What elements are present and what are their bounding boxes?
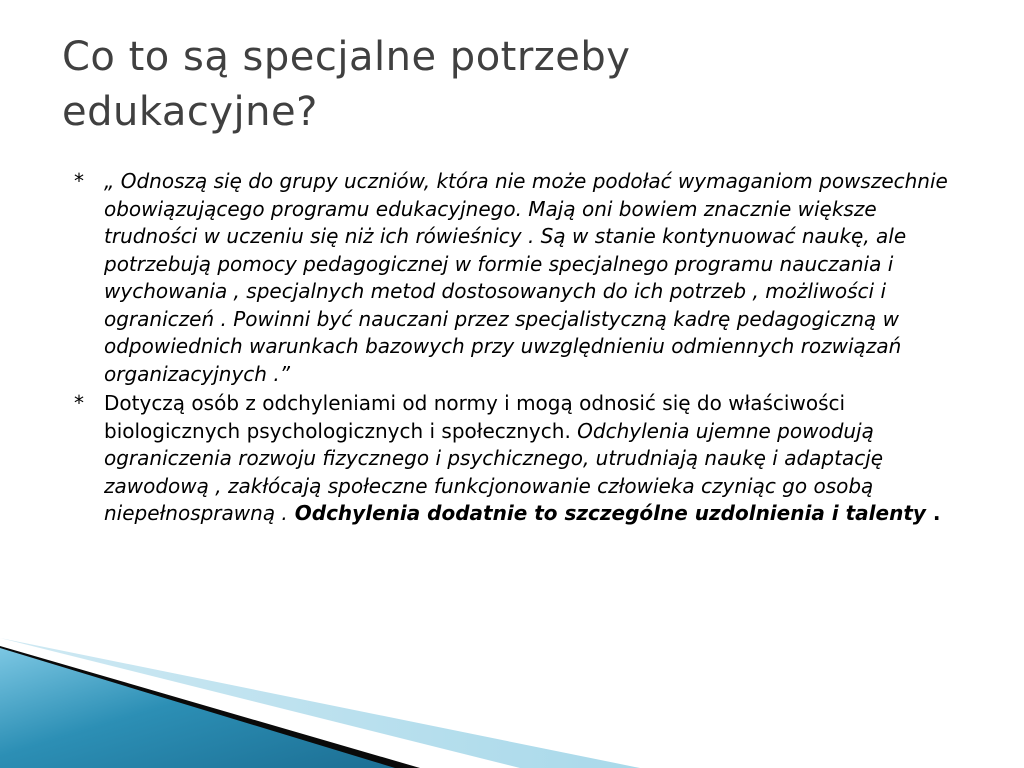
decorative-swoosh [0,638,1024,768]
bullet-marker: * [74,391,84,415]
bullet-item-2 [68,390,968,528]
slide-content [68,168,968,530]
bullet-item-1 [68,168,968,388]
bullet-text-quote: „ Odnoszą się do grupy uczniów, która nie może podołać wymaganiom powszechnie obowiązującego programu edukacyjnego. Mają oni bowiem znacznie większe trudności w uczeniu się niż ich rówieśnicy . Są w stanie kontynuować naukę, ale potrzebują pomocy pedagogicznej w formie specjalnego programu nauczania i wychowania , specjalnych metod dostosowanych do ich potrzeb , możliwości i ograniczeń . Powinni być nauczani przez specjalistyczną kadrę pedagogiczną w odpowiednich warunkach bazowych przy uwzględnieniu odmiennych rozwiązań organizacyjnych .” [104,169,948,386]
bullet-text-part-end: . [925,501,941,525]
bullet-text-part-normal: Dotyczą osób z odchyleniami od normy i mogą odnosić się do właściwości biologicznych psychologicznych i społecznych. [104,391,846,443]
bullet-text-part-italic: Odchylenia ujemne powodują ograniczenia rozwoju fizycznego i psychicznego, utrudniają naukę i adaptację zawodową , zakłócają społeczne funkcjonowanie człowieka czyniąc go osobą niepełnosprawną . [104,418,884,525]
bullet-marker: * [74,169,84,193]
slide-title [62,30,962,140]
bullet-text-part-bold-italic: Odchylenia dodatnie to szczególne uzdolnienia i talenty [287,501,926,525]
bullet-text-definition [104,390,968,528]
slide-title-line-2: edukacyjne? [62,89,318,135]
slide-title-line-1: Co to są specjalne potrzeby [62,34,631,80]
